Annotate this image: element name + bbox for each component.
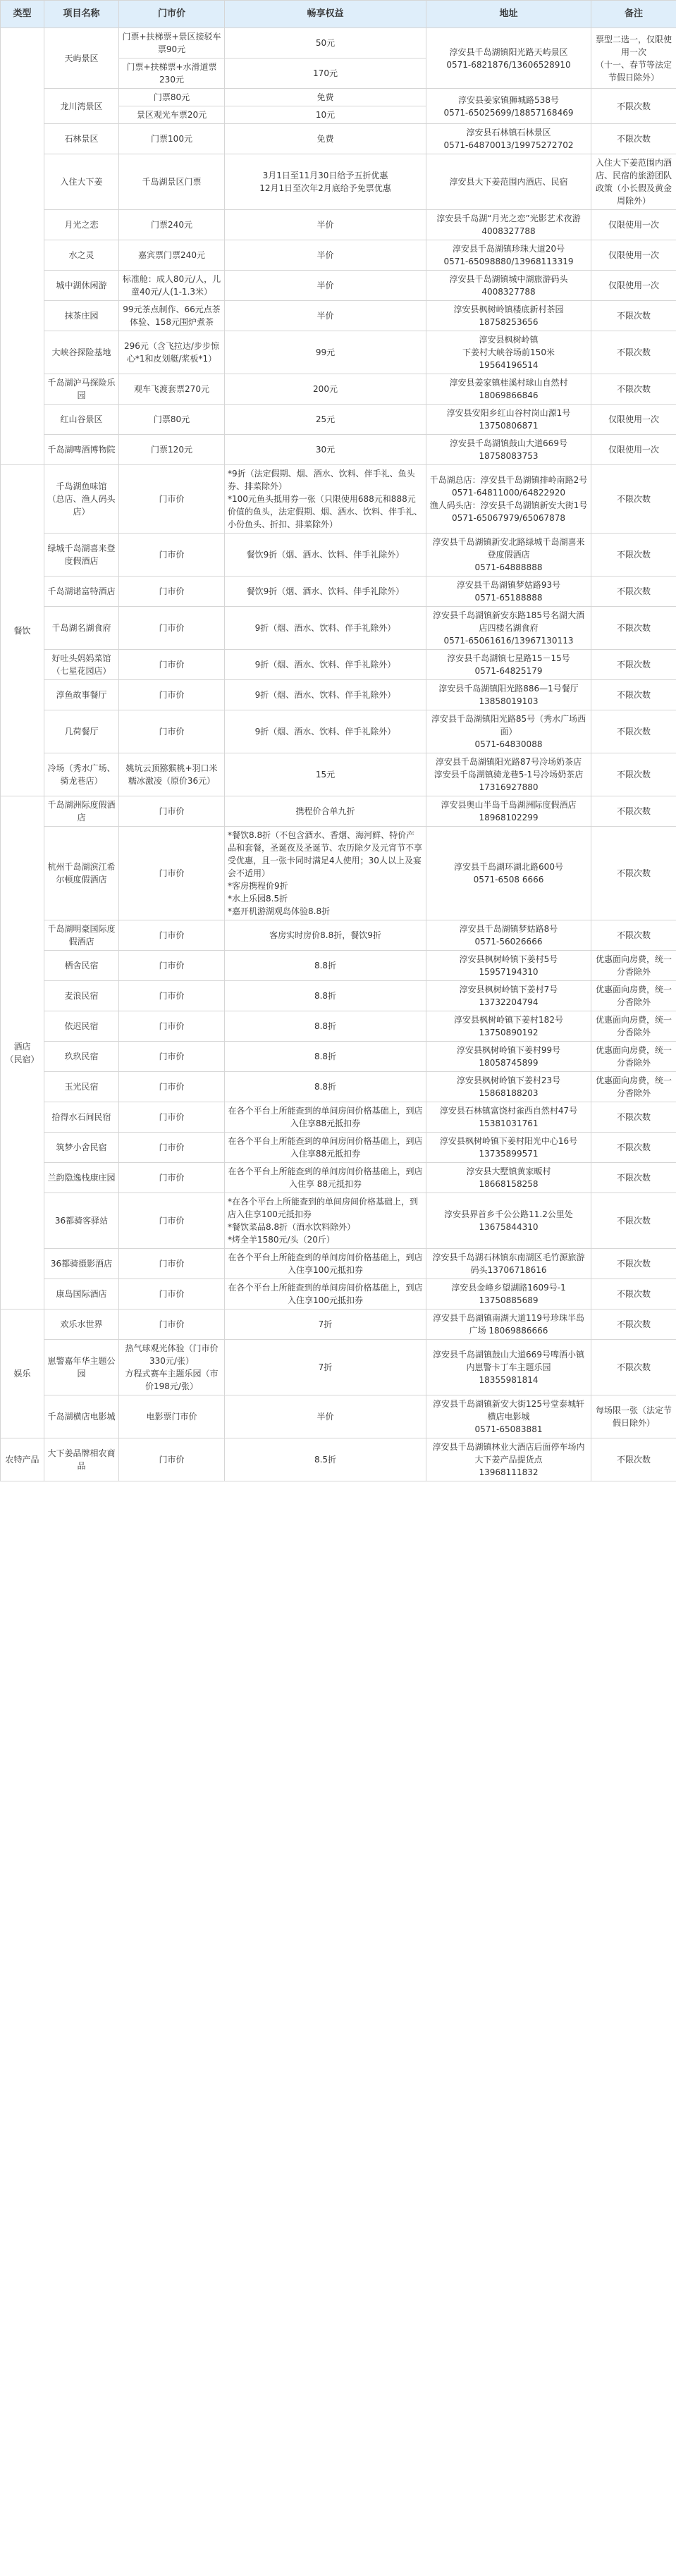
table-row xyxy=(1,1438,676,1481)
column-header: 备注 xyxy=(591,1,676,28)
project-name: 淳鱼故事餐厅 xyxy=(44,680,119,710)
note-cell: 不限次数 xyxy=(591,753,676,796)
address-cell: 淳安县枫树岭镇楼底新村茶园 18758253656 xyxy=(426,301,591,331)
table-row xyxy=(1,796,676,827)
address-cell: 淳安县枫树岭镇下姜村7号 13732204794 xyxy=(426,981,591,1011)
note-cell: 优惠面向房费，统一分香除外 xyxy=(591,951,676,981)
address-cell: 淳安县千岛湖镇阳光路87号冷场奶茶店 淳安县千岛湖镇骑龙巷5-1号冷场奶茶店 17316927880 xyxy=(426,753,591,796)
benefit-cell: 在各个平台上所能查到的单间房间价格基础上，到店入住享100元抵扣券 xyxy=(225,1279,426,1309)
table-row xyxy=(1,1011,676,1042)
benefit-cell: 9折（烟、酒水、饮料、伴手礼除外） xyxy=(225,680,426,710)
price-cell: 观车飞渡套票270元 xyxy=(119,374,225,405)
note-cell: 不限次数 xyxy=(591,1102,676,1133)
price-cell: 门市价 xyxy=(119,577,225,607)
price-cell: 门市价 xyxy=(119,827,225,920)
note-cell: 不限次数 xyxy=(591,920,676,951)
category-type: 酒店 （民宿） xyxy=(1,796,44,1309)
benefit-cell: 半价 xyxy=(225,271,426,301)
note-cell: 不限次数 xyxy=(591,374,676,405)
project-name: 入住大下姜 xyxy=(44,154,119,210)
category-type: 娱乐 xyxy=(1,1309,44,1438)
project-name: 石林景区 xyxy=(44,124,119,154)
benefit-cell: 8.8折 xyxy=(225,1072,426,1102)
address-cell: 淳安县千岛湖镇梦姑路93号 0571-65188888 xyxy=(426,577,591,607)
price-cell: 门市价 xyxy=(119,1072,225,1102)
address-cell: 淳安县千岛湖石林镇东南湖区毛竹源旅游码头13706718616 xyxy=(426,1249,591,1279)
table-row xyxy=(1,710,676,753)
note-cell: 不限次数 xyxy=(591,1249,676,1279)
price-cell: 296元（含飞拉达/步步惊心*1和皮划艇/浆板*1） xyxy=(119,331,225,374)
address-cell: 淳安县姜家镇狮城路538号 0571-65025699/18857168469 xyxy=(426,89,591,124)
benefit-cell: 8.8折 xyxy=(225,1042,426,1072)
note-cell: 不限次数 xyxy=(591,465,676,534)
price-cell: 门市价 xyxy=(119,1309,225,1340)
table-row xyxy=(1,124,676,154)
address-cell: 淳安县枫树岭镇下姜村182号 13750890192 xyxy=(426,1011,591,1042)
price-cell: 门票240元 xyxy=(119,210,225,240)
table-row xyxy=(1,89,676,106)
price-cell: 门票100元 xyxy=(119,124,225,154)
table-row xyxy=(1,650,676,680)
price-cell: 门票+扶梯票+水滑道票230元 xyxy=(119,58,225,89)
note-cell: 不限次数 xyxy=(591,650,676,680)
project-name: 筑梦小舍民宿 xyxy=(44,1133,119,1163)
price-cell: 标准舱：成人80元/人，儿童40元/人(1-1.3米） xyxy=(119,271,225,301)
price-cell: 热气球观光体验（门市价330元/张） 方程式赛车主题乐园（市价198元/张） xyxy=(119,1340,225,1395)
project-name: 兰韵隐逸栈康庄园 xyxy=(44,1163,119,1193)
benefit-cell: 7折 xyxy=(225,1340,426,1395)
benefit-cell: 在各个平台上所能查到的单间房间价格基础上，到店入住享88元抵扣券 xyxy=(225,1102,426,1133)
address-cell: 淳安县千岛湖镇南湖大道119号珍珠半岛广场 18069886666 xyxy=(426,1309,591,1340)
price-cell: 门市价 xyxy=(119,920,225,951)
table-row xyxy=(1,210,676,240)
table-row xyxy=(1,1193,676,1249)
address-cell: 淳安县姜家镇桂溪村球山自然村 18069866846 xyxy=(426,374,591,405)
note-cell: 票型二选一，仅限使用一次 （十一、春节等法定节假日除外） xyxy=(591,28,676,89)
column-header: 地址 xyxy=(426,1,591,28)
note-cell: 不限次数 xyxy=(591,1193,676,1249)
price-cell: 门市价 xyxy=(119,465,225,534)
benefit-cell: 3月1日至11月30日给予五折优惠 12月1日至次年2月底给予免票优惠 xyxy=(225,154,426,210)
project-name: 千岛湖明豪国际度假酒店 xyxy=(44,920,119,951)
price-cell: 门市价 xyxy=(119,981,225,1011)
benefit-cell: 30元 xyxy=(225,435,426,465)
project-name: 依迟民宿 xyxy=(44,1011,119,1042)
benefit-cell: 餐饮9折（烟、酒水、饮料、伴手礼除外） xyxy=(225,577,426,607)
address-cell: 淳安县千岛湖环湖北路600号 0571-6508 6666 xyxy=(426,827,591,920)
note-cell: 仅限使用一次 xyxy=(591,210,676,240)
benefit-cell: 在各个平台上所能查到的单间房间价格基础上，到店入住享100元抵扣券 xyxy=(225,1249,426,1279)
benefit-cell: 8.8折 xyxy=(225,951,426,981)
table-row xyxy=(1,405,676,435)
header-row xyxy=(1,1,676,28)
price-cell: 千岛湖景区门票 xyxy=(119,154,225,210)
benefit-cell: 25元 xyxy=(225,405,426,435)
note-cell: 仅限使用一次 xyxy=(591,405,676,435)
benefit-cell: 9折（烟、酒水、饮料、伴手礼除外） xyxy=(225,710,426,753)
price-cell: 门票120元 xyxy=(119,435,225,465)
address-cell: 淳安县枫树岭镇下姜村阳光中心16号 13735899571 xyxy=(426,1133,591,1163)
table-row xyxy=(1,534,676,577)
benefit-cell: 8.8折 xyxy=(225,981,426,1011)
table-row xyxy=(1,465,676,534)
benefit-cell: 半价 xyxy=(225,210,426,240)
address-cell: 淳安县奥山半岛千岛湖洲际度假酒店 18968102299 xyxy=(426,796,591,827)
benefit-cell: 8.8折 xyxy=(225,1011,426,1042)
benefit-cell: *9折（法定假期、烟、酒水、饮料、伴手礼、鱼头券、排菜除外） *100元鱼头抵用券一张（只限使用688元和888元价值的鱼头，法定假期、烟、酒水、饮料、伴手礼、小份鱼头、折扣、排菜除外） xyxy=(225,465,426,534)
address-cell: 淳安县千岛湖镇新安东路185号名湖大酒店四楼名湖食府 0571-65061616/13967130113 xyxy=(426,607,591,650)
table-row xyxy=(1,920,676,951)
table-row xyxy=(1,331,676,374)
table-row xyxy=(1,301,676,331)
table-row xyxy=(1,607,676,650)
note-cell: 优惠面向房费，统一分香除外 xyxy=(591,1011,676,1042)
address-cell: 淳安县枫树岭镇下姜村23号 15868188203 xyxy=(426,1072,591,1102)
price-cell: 门市价 xyxy=(119,680,225,710)
price-cell: 门市价 xyxy=(119,1249,225,1279)
project-name: 几荷餐厅 xyxy=(44,710,119,753)
benefit-cell: 10元 xyxy=(225,106,426,124)
address-cell: 淳安县千岛湖镇梦姑路8号 0571-56026666 xyxy=(426,920,591,951)
category-type: 农特产品 xyxy=(1,1438,44,1481)
price-cell: 门市价 xyxy=(119,951,225,981)
project-name: 玉光民宿 xyxy=(44,1072,119,1102)
note-cell: 不限次数 xyxy=(591,124,676,154)
project-name: 玖玖民宿 xyxy=(44,1042,119,1072)
note-cell: 不限次数 xyxy=(591,1309,676,1340)
project-name: 水之灵 xyxy=(44,240,119,271)
benefit-cell: 50元 xyxy=(225,28,426,58)
address-cell: 淳安县千岛湖镇阳光路886—1号餐厅 13858019103 xyxy=(426,680,591,710)
price-cell: 姚坑云顶猕猴桃+羽口米糯冰激凌（原价36元） xyxy=(119,753,225,796)
note-cell: 不限次数 xyxy=(591,577,676,607)
table-row xyxy=(1,753,676,796)
benefit-cell: 半价 xyxy=(225,301,426,331)
price-cell: 门市价 xyxy=(119,1193,225,1249)
project-name: 拾得水石间民宿 xyxy=(44,1102,119,1133)
address-cell: 淳安县枫树岭镇下姜村99号 18058745899 xyxy=(426,1042,591,1072)
price-cell: 嘉宾票门票240元 xyxy=(119,240,225,271)
price-cell: 门票80元 xyxy=(119,405,225,435)
price-cell: 门票80元 xyxy=(119,89,225,106)
benefit-cell: 餐饮9折（烟、酒水、饮料、伴手礼除外） xyxy=(225,534,426,577)
table-row xyxy=(1,577,676,607)
column-header: 门市价 xyxy=(119,1,225,28)
project-name: 千岛湖诺富特酒店 xyxy=(44,577,119,607)
table-row xyxy=(1,28,676,58)
note-cell: 不限次数 xyxy=(591,331,676,374)
address-cell: 淳安县石林镇石林景区 0571-64870013/19975272702 xyxy=(426,124,591,154)
address-cell: 淳安县金峰乡望湖路1609号-1 13750885689 xyxy=(426,1279,591,1309)
table-row xyxy=(1,1072,676,1102)
project-name: 千岛湖沪马探险乐园 xyxy=(44,374,119,405)
project-name: 红山谷景区 xyxy=(44,405,119,435)
benefit-cell: *在各个平台上所能查到的单间房间价格基础上，到店入住享100元抵扣券 *餐饮菜品8.8折（酒水饮料除外） *烤全羊1580元/头（20斤） xyxy=(225,1193,426,1249)
project-name: 月光之恋 xyxy=(44,210,119,240)
note-cell: 不限次数 xyxy=(591,680,676,710)
benefit-cell: 15元 xyxy=(225,753,426,796)
price-cell: 门市价 xyxy=(119,607,225,650)
project-name: 千岛湖鱼味馆 （总店、渔人码头店） xyxy=(44,465,119,534)
note-cell: 优惠面向房费，统一分香除外 xyxy=(591,1072,676,1102)
column-header: 类型 xyxy=(1,1,44,28)
table-row xyxy=(1,1249,676,1279)
benefit-cell: 8.5折 xyxy=(225,1438,426,1481)
project-name: 欢乐水世界 xyxy=(44,1309,119,1340)
note-cell: 不限次数 xyxy=(591,89,676,124)
note-cell: 不限次数 xyxy=(591,1163,676,1193)
address-cell: 淳安县千岛湖镇阳光路85号（秀水广场西面） 0571-64830088 xyxy=(426,710,591,753)
project-name: 36都骑客驿站 xyxy=(44,1193,119,1249)
note-cell: 不限次数 xyxy=(591,1133,676,1163)
project-name: 千岛湖名湖食府 xyxy=(44,607,119,650)
project-name: 千岛湖洲际度假酒店 xyxy=(44,796,119,827)
table-row xyxy=(1,154,676,210)
price-cell: 门市价 xyxy=(119,710,225,753)
benefit-cell: 在各个平台上所能查到的单间房间价格基础上，到店入住享 88元抵扣券 xyxy=(225,1163,426,1193)
address-cell: 淳安县千岛湖镇新安大街125号堂泰城轩横店电影城 0571-65083881 xyxy=(426,1395,591,1438)
note-cell: 优惠面向房费，统一分香除外 xyxy=(591,1042,676,1072)
benefit-cell: 9折（烟、酒水、饮料、伴手礼除外） xyxy=(225,650,426,680)
project-name: 大下姜品牌相农商品 xyxy=(44,1438,119,1481)
benefit-cell: 在各个平台上所能查到的单间房间价格基础上，到店入住享88元抵扣券 xyxy=(225,1133,426,1163)
benefit-cell: 免费 xyxy=(225,89,426,106)
table-row xyxy=(1,240,676,271)
address-cell: 淳安县大下姜范围内酒店、民宿 xyxy=(426,154,591,210)
column-header: 畅享权益 xyxy=(225,1,426,28)
price-cell: 门市价 xyxy=(119,1163,225,1193)
project-name: 杭州千岛湖滨江希尔顿度假酒店 xyxy=(44,827,119,920)
benefit-cell: 200元 xyxy=(225,374,426,405)
benefit-cell: 7折 xyxy=(225,1309,426,1340)
price-cell: 景区观光车票20元 xyxy=(119,106,225,124)
address-cell: 淳安县枫树岭镇下姜村5号 15957194310 xyxy=(426,951,591,981)
note-cell: 不限次数 xyxy=(591,1279,676,1309)
table-row xyxy=(1,435,676,465)
note-cell: 不限次数 xyxy=(591,710,676,753)
project-name: 麦浪民宿 xyxy=(44,981,119,1011)
benefit-cell: 半价 xyxy=(225,240,426,271)
address-cell: 淳安县枫树岭镇 下姜村大峡谷场前150米 19564196514 xyxy=(426,331,591,374)
benefit-cell: 半价 xyxy=(225,1395,426,1438)
category-type: 餐饮 xyxy=(1,465,44,796)
address-cell: 千岛湖总店：淳安县千岛湖镇排岭南路2号 0571-64811000/64822920 渔人码头店：淳安县千岛湖镇新安大街1号 0571-65067979/65067878 xyxy=(426,465,591,534)
project-name: 康岛国际酒店 xyxy=(44,1279,119,1309)
address-cell: 淳安县千岛湖镇七星路15－15号 0571-64825179 xyxy=(426,650,591,680)
table-body xyxy=(1,28,676,1481)
project-name: 栖舍民宿 xyxy=(44,951,119,981)
note-cell: 仅限使用一次 xyxy=(591,240,676,271)
project-name: 千岛湖啤酒博物院 xyxy=(44,435,119,465)
price-cell: 99元茶点制作、66元点茶体验、158元围炉煮茶 xyxy=(119,301,225,331)
price-cell: 门市价 xyxy=(119,796,225,827)
benefit-cell: *餐饮8.8折（不包含酒水、香烟、海河鲜、特价产品和套餐，圣诞夜及圣诞节、农历除夕及元宵节不享受优惠，且一张卡同时满足4人使用；30人以上及宴会不适用） *客房携程价9折 *水上乐园8.5折 *嘉开机游湖观岛体验8.8折 xyxy=(225,827,426,920)
table-row xyxy=(1,1279,676,1309)
note-cell: 每场限一张（法定节假日除外） xyxy=(591,1395,676,1438)
benefit-cell: 携程价合单九折 xyxy=(225,796,426,827)
column-header: 项目名称 xyxy=(44,1,119,28)
price-cell: 门票+扶梯票+景区接驳车票90元 xyxy=(119,28,225,58)
address-cell: 淳安县千岛湖镇鼓山大道669号 18758083753 xyxy=(426,435,591,465)
price-cell: 门市价 xyxy=(119,1102,225,1133)
price-cell: 电影票门市价 xyxy=(119,1395,225,1438)
address-cell: 淳安县千岛湖镇鼓山大道669号啤酒小镇内崽警卡丁车主题乐园 18355981814 xyxy=(426,1340,591,1395)
benefit-cell: 9折（烟、酒水、饮料、伴手礼除外） xyxy=(225,607,426,650)
project-name: 36都骑摄影酒店 xyxy=(44,1249,119,1279)
table-row xyxy=(1,1163,676,1193)
note-cell: 不限次数 xyxy=(591,796,676,827)
table-row xyxy=(1,951,676,981)
price-cell: 门市价 xyxy=(119,1438,225,1481)
address-cell: 淳安县千岛湖镇阳光路天屿景区 0571-6821876/13606528910 xyxy=(426,28,591,89)
table-row xyxy=(1,1102,676,1133)
address-cell: 淳安县大墅镇黄家畈村 18668158258 xyxy=(426,1163,591,1193)
benefit-cell: 客房实时房价8.8折，餐饮9折 xyxy=(225,920,426,951)
price-cell: 门市价 xyxy=(119,1133,225,1163)
category-type xyxy=(1,28,44,465)
note-cell: 不限次数 xyxy=(591,1340,676,1395)
table-header xyxy=(1,1,676,28)
price-cell: 门市价 xyxy=(119,1042,225,1072)
benefit-cell: 170元 xyxy=(225,58,426,89)
benefit-cell: 免费 xyxy=(225,124,426,154)
price-cell: 门市价 xyxy=(119,1279,225,1309)
benefit-cell: 99元 xyxy=(225,331,426,374)
table-row xyxy=(1,1133,676,1163)
note-cell: 不限次数 xyxy=(591,534,676,577)
table-row xyxy=(1,1042,676,1072)
table-row xyxy=(1,1340,676,1395)
address-cell: 淳安县千岛湖镇珍珠大道20号 0571-65098880/13968113319 xyxy=(426,240,591,271)
note-cell: 入住大下姜范围内酒店、民宿的旅游团队政策（小长假及黄金周除外） xyxy=(591,154,676,210)
project-name: 天屿景区 xyxy=(44,28,119,89)
project-name: 大峡谷探险基地 xyxy=(44,331,119,374)
table-row xyxy=(1,981,676,1011)
table-row xyxy=(1,1395,676,1438)
table-row xyxy=(1,1309,676,1340)
price-cell: 门市价 xyxy=(119,650,225,680)
project-name: 龙川湾景区 xyxy=(44,89,119,124)
address-cell: 淳安县石林镇富饶村雀西自然村47号15381031761 xyxy=(426,1102,591,1133)
address-cell: 淳安县千岛湖镇城中湖旅游码头 4008327788 xyxy=(426,271,591,301)
note-cell: 不限次数 xyxy=(591,301,676,331)
address-cell: 淳安县千岛湖镇新安北路绿城千岛湖喜来登度假酒店 0571-64888888 xyxy=(426,534,591,577)
project-name: 好吐头妈妈菜馆（七星花园店） xyxy=(44,650,119,680)
address-cell: 淳安县界首乡千公公路11.2公里处 13675844310 xyxy=(426,1193,591,1249)
project-name: 绿城千岛湖喜来登度假酒店 xyxy=(44,534,119,577)
project-name: 城中湖休闲游 xyxy=(44,271,119,301)
note-cell: 不限次数 xyxy=(591,1438,676,1481)
address-cell: 淳安县千岛湖“月光之恋”光影艺术夜游 4008327788 xyxy=(426,210,591,240)
table-row xyxy=(1,374,676,405)
note-cell: 优惠面向房费，统一分香除外 xyxy=(591,981,676,1011)
table-row xyxy=(1,827,676,920)
note-cell: 不限次数 xyxy=(591,827,676,920)
note-cell: 不限次数 xyxy=(591,607,676,650)
address-cell: 淳安县安阳乡红山谷村岗山源1号 13750806871 xyxy=(426,405,591,435)
table-row xyxy=(1,680,676,710)
project-name: 抹茶庄园 xyxy=(44,301,119,331)
project-name: 崽警嘉年华主题公园 xyxy=(44,1340,119,1395)
project-name: 冷场（秀水广场、骑龙巷店） xyxy=(44,753,119,796)
address-cell: 淳安县千岛湖镇林业大酒店后面停车场内大下姜产品提货点 13968111832 xyxy=(426,1438,591,1481)
table-row xyxy=(1,271,676,301)
price-cell: 门市价 xyxy=(119,1011,225,1042)
note-cell: 仅限使用一次 xyxy=(591,271,676,301)
project-name: 千岛湖横店电影城 xyxy=(44,1395,119,1438)
note-cell: 仅限使用一次 xyxy=(591,435,676,465)
price-cell: 门市价 xyxy=(119,534,225,577)
